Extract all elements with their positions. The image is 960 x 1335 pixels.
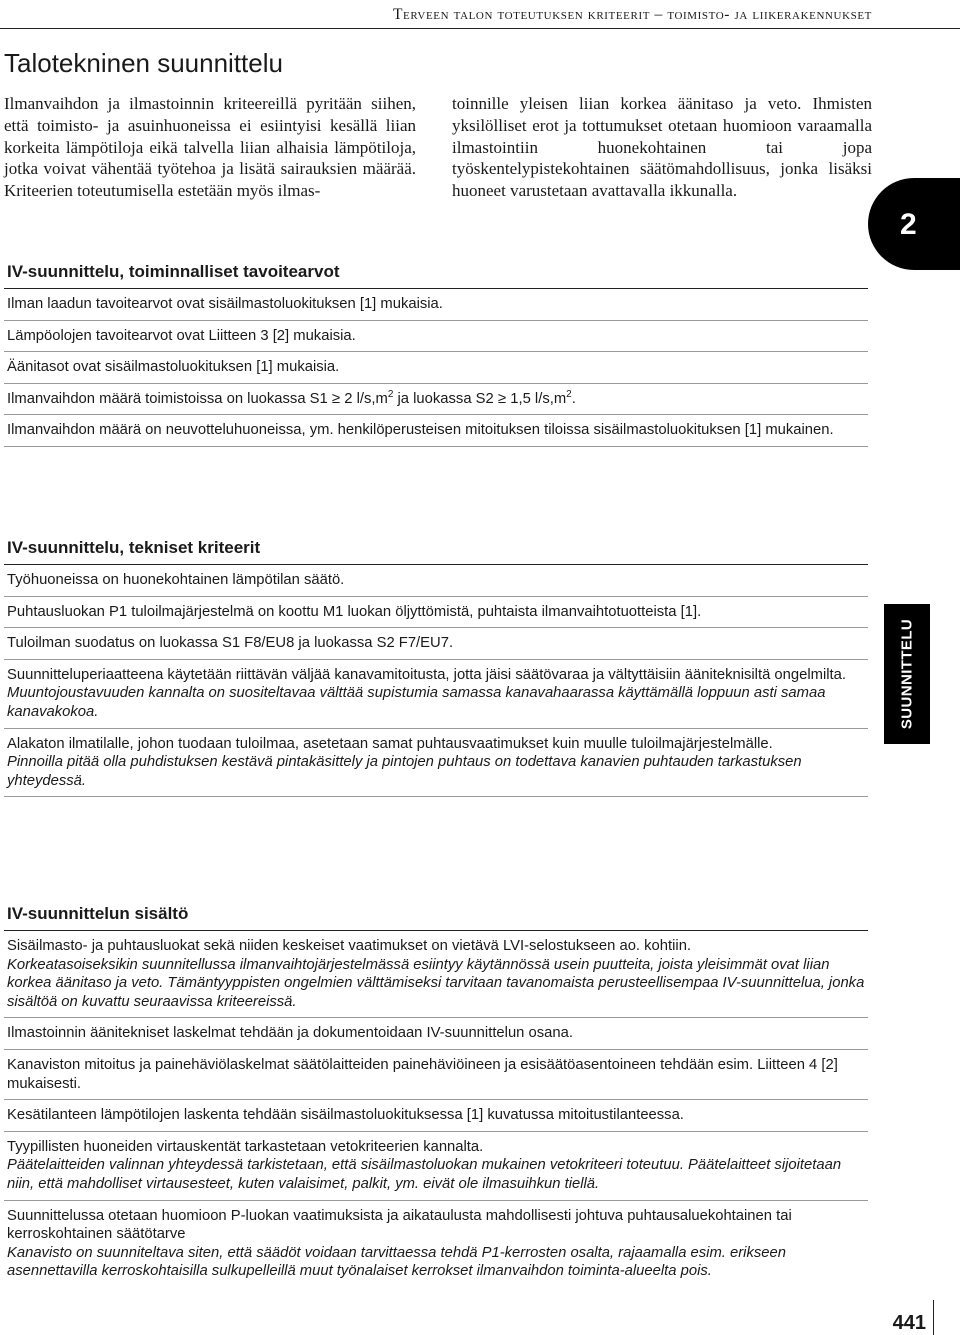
criteria-text: Työhuoneissa on huonekohtainen lämpötilan säätö. xyxy=(7,572,345,588)
section-heading: IV-suunnittelun sisältö xyxy=(4,904,868,931)
intro-text-right: toinnille yleisen liian korkea äänitaso ja veto. Ihmisten yksilölliset erot ja tottumukset otetaan huomioon varaamalla ilmastointiin huonekohtainen tai jopa työskentelypistekohtainen säätömahdollisuus, jonka lisäksi huoneet varustetaan avattavalla ikkunalla. xyxy=(452,94,872,201)
section-heading: IV-suunnittelu, toiminnalliset tavoitearvot xyxy=(4,262,868,289)
criteria-note: Korkeatasoiseksikin suunnitellussa ilmanvaihtojärjestelmässä esiintyy käytännössä usein puutteita, joista yleisimmät ovat liian korkea äänitaso ja veto. Tämäntyyppisten ongelmien välttämiseksi tarvitaan tavanomaista perusteellisempaa IV-suunnittelua, jonka sisältöä on kuvattu seuraavissa kriteereissä. xyxy=(7,956,865,1010)
section-functional-targets xyxy=(4,262,868,447)
header-rule xyxy=(0,28,960,29)
page-number-rule xyxy=(933,1300,934,1335)
criteria-text: Ilmanvaihdon määrä toimistoissa on luokassa S1 xyxy=(7,390,328,407)
criteria-row xyxy=(4,1100,868,1132)
chapter-tab xyxy=(868,178,960,270)
criteria-row xyxy=(4,729,868,798)
criteria-row xyxy=(4,415,868,447)
criteria-row xyxy=(4,1132,868,1201)
criteria-text: 2 l/s,m xyxy=(344,390,388,407)
criteria-text: 1,5 l/s,m xyxy=(510,390,567,407)
criteria-text: . xyxy=(571,390,576,407)
section-tab xyxy=(884,604,930,744)
superscript: 2 xyxy=(387,388,394,400)
criteria-text: Alakaton ilmatilalle, johon tuodaan tuloilmaa, asetetaan samat puhtausvaatimukset kuin muulle tuloilmajärjestelmälle. xyxy=(7,735,773,752)
criteria-row xyxy=(4,628,868,660)
criteria-row xyxy=(4,289,868,321)
criteria-note: Päätelaitteiden valinnan yhteydessä tarkistetaan, että sisäilmastoluokan mukainen vetokriteeri toteutuu. Päätelaitteet sijoitetaan niin, että mahdolliset virtausesteet, kuten valaisimet, palkit, ym. eivät ole ilmasuihkun tiellä. xyxy=(7,1157,842,1192)
criteria-note: Muuntojoustavuuden kannalta on suositeltavaa välttää supistumia samassa kanavahaarassa käyttämällä loppuun asti samaa kanavakokoa. xyxy=(7,685,826,720)
intro-text-left: Ilmanvaihdon ja ilmastoinnin kriteereillä pyritään siihen, että toimisto- ja asuinhuoneissa ei esiintyisi kesällä liian korkeita lämpötiloja eikä talvella liian alhaisia lämpötiloja, jotka voivat vähentää työtehoa ja lisätä sairauksien määrää. Kriteerien toteutumisella estetään myös ilmas- xyxy=(4,94,416,201)
criteria-row xyxy=(4,352,868,384)
section-design-content xyxy=(4,904,868,1287)
criteria-row xyxy=(4,565,868,597)
criteria-text: ja luokassa S2 xyxy=(397,390,494,407)
criteria-row xyxy=(4,384,868,416)
section-heading: IV-suunnittelu, tekniset kriteerit xyxy=(4,538,868,565)
criteria-note: Pinnoilla pitää olla puhdistuksen kestävä pintakäsittely ja pintojen puhtaus on todettava kanavien puhtauden tarkastuksen yhteydessä. xyxy=(7,754,802,789)
criteria-text: Ilmastoinnin äänitekniset laskelmat tehdään ja dokumentoidaan IV-suunnittelun osana. xyxy=(7,1025,573,1042)
criteria-text: Ilman laadun tavoitearvot ovat sisäilmastoluokituksen [1] mukaisia. xyxy=(7,296,443,312)
running-header: Terveen talon toteutuksen kriteerit – toimisto- ja liikerakennukset xyxy=(392,6,872,23)
criteria-text: Kesätilanteen lämpötilojen laskenta tehdään sisäilmastoluokituksessa [1] kuvatussa mitoitustilanteessa. xyxy=(7,1107,684,1124)
greater-equal-symbol: ≥ xyxy=(331,389,341,407)
intro-column-left xyxy=(4,93,416,202)
intro-column-right xyxy=(452,93,872,202)
criteria-text: Tuloilman suodatus on luokassa S1 F8/EU8 ja luokassa S2 F7/EU7. xyxy=(7,635,454,652)
criteria-text: Sisäilmasto- ja puhtausluokat sekä niiden keskeiset vaatimukset on vietävä LVI-selostukseen ao. kohtiin. xyxy=(7,938,692,954)
criteria-text: Suunnitteluperiaatteena käytetään riittävän väljää kanavamitoitusta, jotta jäisi säätövaraa ja vältyttäisiin ääniteknisiltä ongelmilta. xyxy=(7,666,846,683)
criteria-row xyxy=(4,321,868,353)
criteria-text: Puhtausluokan P1 tuloilmajärjestelmä on koottu M1 luokan öljyttömistä, puhtaista ilmanvaihtotuotteista [1]. xyxy=(7,603,702,620)
superscript: 2 xyxy=(566,388,572,400)
criteria-text: Suunnittelussa otetaan huomioon P-luokan vaatimuksista ja aikataulusta mahdollisesti johtuva puhtausaluekohtainen tai kerroskohtainen säätötarve xyxy=(7,1207,792,1243)
page-title: Talotekninen suunnittelu xyxy=(4,48,283,78)
page-number: 441 xyxy=(892,1312,926,1334)
section-tab-label: SUUNNITTELU xyxy=(898,618,916,730)
chapter-number: 2 xyxy=(900,208,917,241)
criteria-row xyxy=(4,1018,868,1050)
criteria-text: Lämpöolojen tavoitearvot ovat Liitteen 3 [2] mukaisia. xyxy=(7,327,356,344)
criteria-text: Ilmanvaihdon määrä on neuvotteluhuoneissa, ym. henkilöperusteisen mitoituksen tiloissa sisäilmastoluokituksen [1] mukainen. xyxy=(7,422,834,439)
criteria-row xyxy=(4,597,868,629)
criteria-text: Tyypillisten huoneiden virtauskentät tarkastetaan vetokriteerien kannalta. xyxy=(7,1138,484,1155)
greater-equal-symbol: ≥ xyxy=(497,389,507,407)
criteria-row xyxy=(4,660,868,729)
criteria-text: Kanaviston mitoitus ja painehäviölaskelmat säätölaitteiden painehäviöineen ja esisäätöasentoineen tehdään esim. Liitteen 4 [2] mukaisesti. xyxy=(7,1056,838,1092)
criteria-row xyxy=(4,1201,868,1287)
criteria-row xyxy=(4,1050,868,1100)
criteria-note: Kanavisto on suunniteltava siten, että säädöt voidaan tarvittaessa tehdä P1-kerrosten osalta, rajaamalla esim. erikseen asennettavilla kerroskohtaisilla sulkupelleillä muut työnalaiset kerrokset ilmanvaihdon toiminta-alueelta pois. xyxy=(7,1244,786,1280)
section-technical-criteria xyxy=(4,538,868,797)
criteria-text: Äänitasot ovat sisäilmastoluokituksen [1] mukaisia. xyxy=(7,359,340,376)
criteria-row xyxy=(4,931,868,1018)
